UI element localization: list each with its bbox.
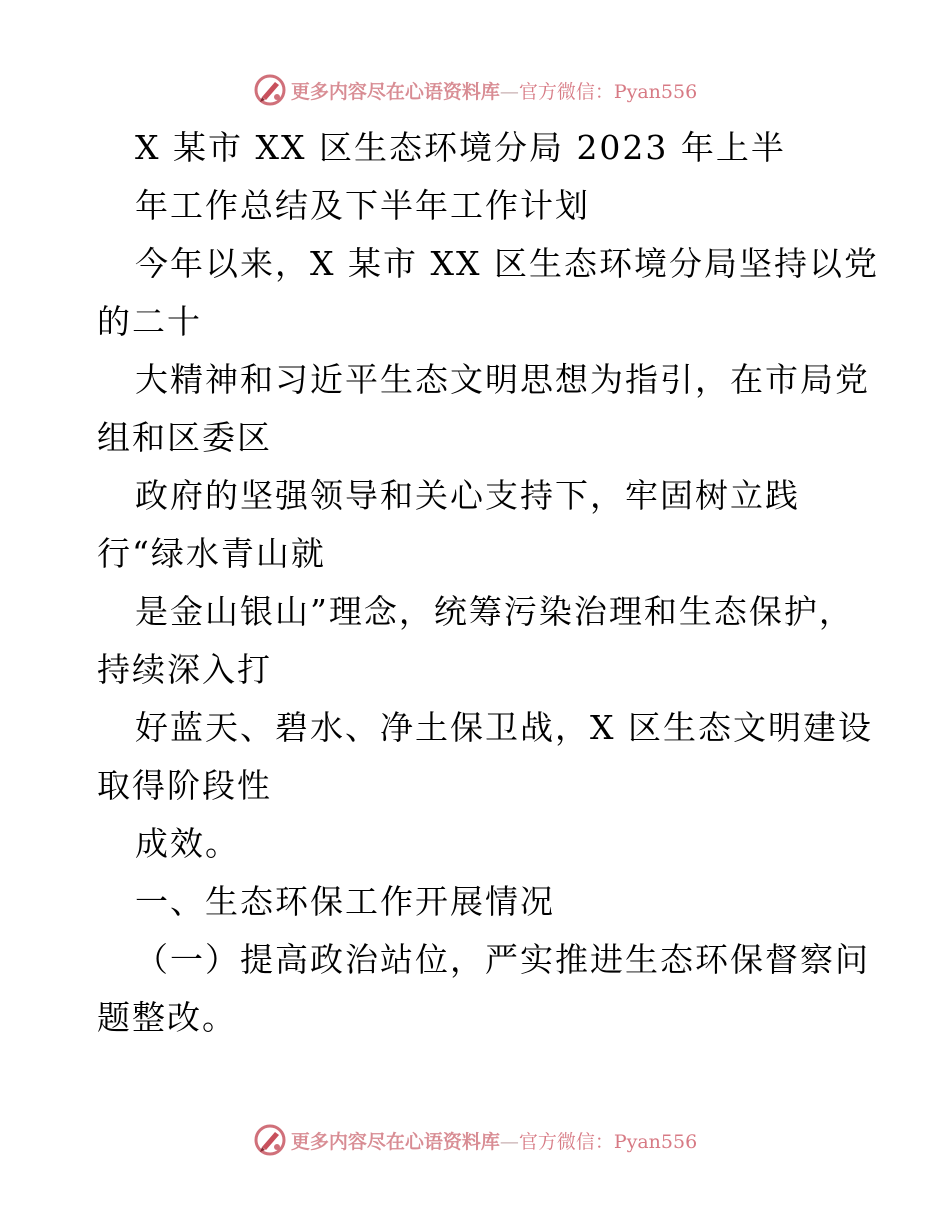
doc-title-line-2: 年工作总结及下半年工作计划 — [135, 186, 590, 225]
paragraph-line: 成效。 — [135, 824, 240, 863]
paragraph-line: 今年以来，X 某市 XX 区生态环境分局坚持以党 — [135, 244, 879, 283]
watermark-sep: — — [499, 80, 519, 103]
paragraph-line: 政府的坚强领导和关心支持下，牢固树立践 — [135, 476, 800, 515]
pen-seal-icon — [253, 1123, 287, 1157]
watermark-contact: 官方微信：Pyan556 — [518, 80, 698, 103]
subsection-heading: （一）提高政治站位，严实推进生态环保督察问 — [135, 940, 870, 979]
paragraph-line: 是金山银山”理念，统筹污染治理和生态保护， — [135, 592, 854, 631]
watermark-contact: 官方微信：Pyan556 — [518, 1130, 698, 1153]
watermark-main: 更多内容尽在心语资料库 — [290, 1130, 500, 1153]
watermark-banner-bottom — [0, 1120, 950, 1160]
paragraph-line: 行“绿水青山就 — [97, 534, 326, 573]
watermark-banner-top — [0, 70, 950, 110]
pen-seal-icon — [253, 73, 287, 107]
paragraph-line: 组和区委区 — [97, 418, 272, 457]
watermark-text — [291, 77, 697, 104]
watermark-text — [291, 1127, 697, 1154]
paragraph-line: 取得阶段性 — [97, 766, 272, 805]
paragraph-line: 持续深入打 — [97, 650, 272, 689]
watermark-main: 更多内容尽在心语资料库 — [290, 80, 500, 103]
doc-title-line-1: X 某市 XX 区生态环境分局 2023 年上半 — [135, 128, 786, 167]
watermark-sep: — — [499, 1130, 519, 1153]
subsection-heading-cont: 题整改。 — [97, 998, 237, 1037]
paragraph-line: 好蓝天、碧水、净土保卫战，X 区生态文明建设 — [135, 708, 873, 747]
paragraph-line: 的二十 — [97, 302, 202, 341]
paragraph-line: 大精神和习近平生态文明思想为指引，在市局党 — [135, 360, 870, 399]
section-heading: 一、生态环保工作开展情况 — [135, 882, 555, 921]
